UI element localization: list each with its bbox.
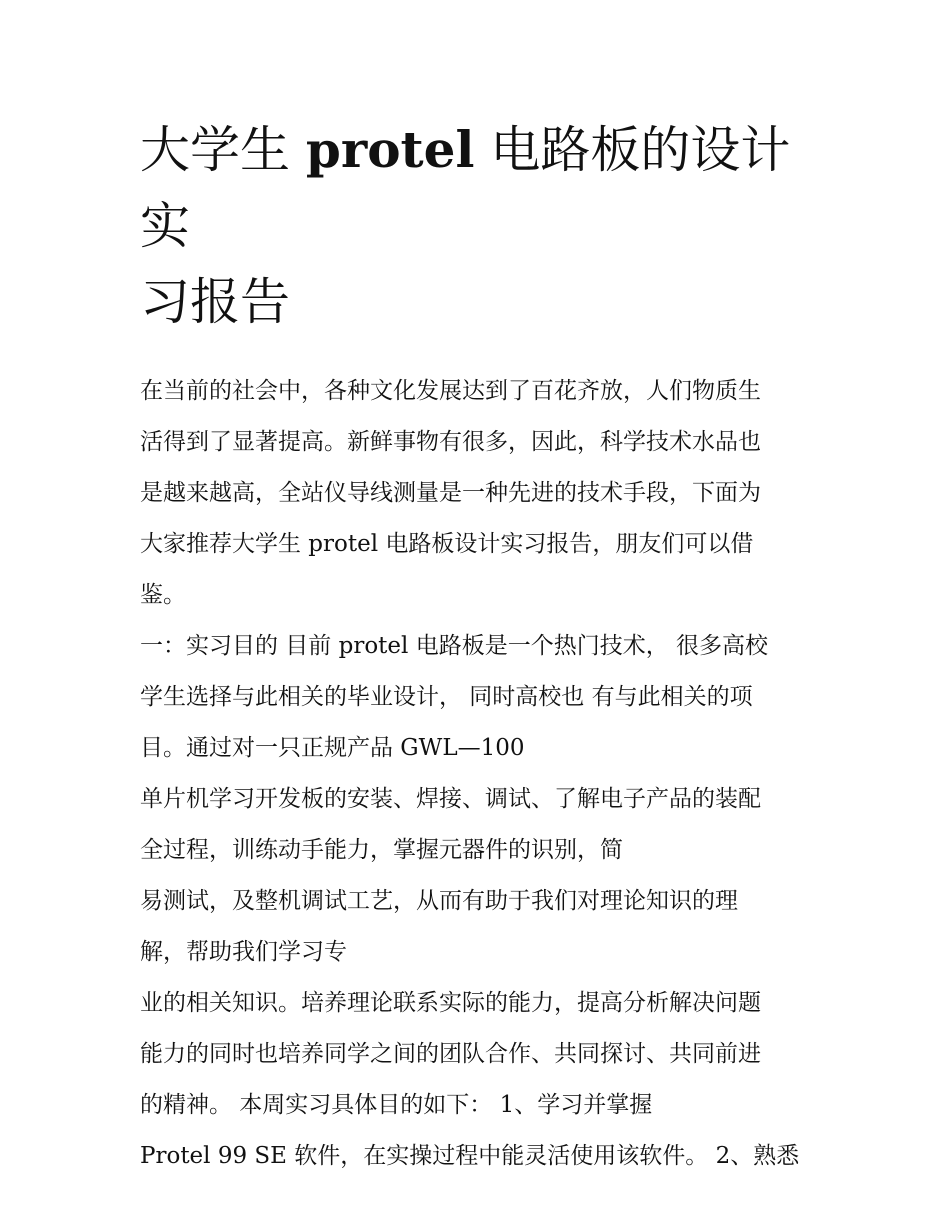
document-title (140, 112, 830, 340)
body-line: 目。通过对一只正规产品 GWL—100 (140, 735, 525, 761)
title-part-2: 电路板的设计实 (140, 121, 791, 255)
body-line: 大家推荐大学生 protel 电路板设计实习报告，朋友们可以借 (140, 531, 754, 557)
title-part-1: 大学生 (140, 121, 306, 179)
body-line: Protel 99 SE 软件，在实操过程中能灵活使用该软件。 2、熟悉 (140, 1143, 800, 1169)
body-line: 能力的同时也培养同学之间的团队合作、共同探讨、共同前进 (140, 1041, 761, 1067)
body-line: 的精神。 本周实习具体目的如下： 1、学习并掌握 (140, 1092, 653, 1118)
body-line: 鉴。 (140, 582, 186, 608)
body-line: 易测试，及整机调试工艺，从而有助于我们对理论知识的理 (140, 888, 738, 914)
body-line: 学生选择与此相关的毕业设计， 同时高校也 有与此相关的项 (140, 684, 753, 710)
body-line: 全过程，训练动手能力，掌握元器件的识别，简 (140, 837, 623, 863)
body-line: 业的相关知识。培养理论联系实际的能力，提高分析解决问题 (140, 990, 761, 1016)
document-page (140, 112, 830, 1182)
body-line: 在当前的社会中，各种文化发展达到了百花齐放，人们物质生 (140, 378, 761, 404)
body-line: 是越来越高，全站仪导线测量是一种先进的技术手段，下面为 (140, 480, 761, 506)
title-bold-word: protel (305, 120, 475, 179)
title-line-2: 习报告 (140, 273, 290, 331)
body-line: 一：实习目的 目前 protel 电路板是一个热门技术， 很多高校 (140, 633, 769, 659)
body-line: 单片机学习开发板的安装、焊接、调试、了解电子产品的装配 (140, 786, 761, 812)
body-line: 活得到了显著提高。新鲜事物有很多，因此，科学技术水品也 (140, 429, 761, 455)
document-body (140, 366, 830, 1182)
body-line: 解，帮助我们学习专 (140, 939, 347, 965)
